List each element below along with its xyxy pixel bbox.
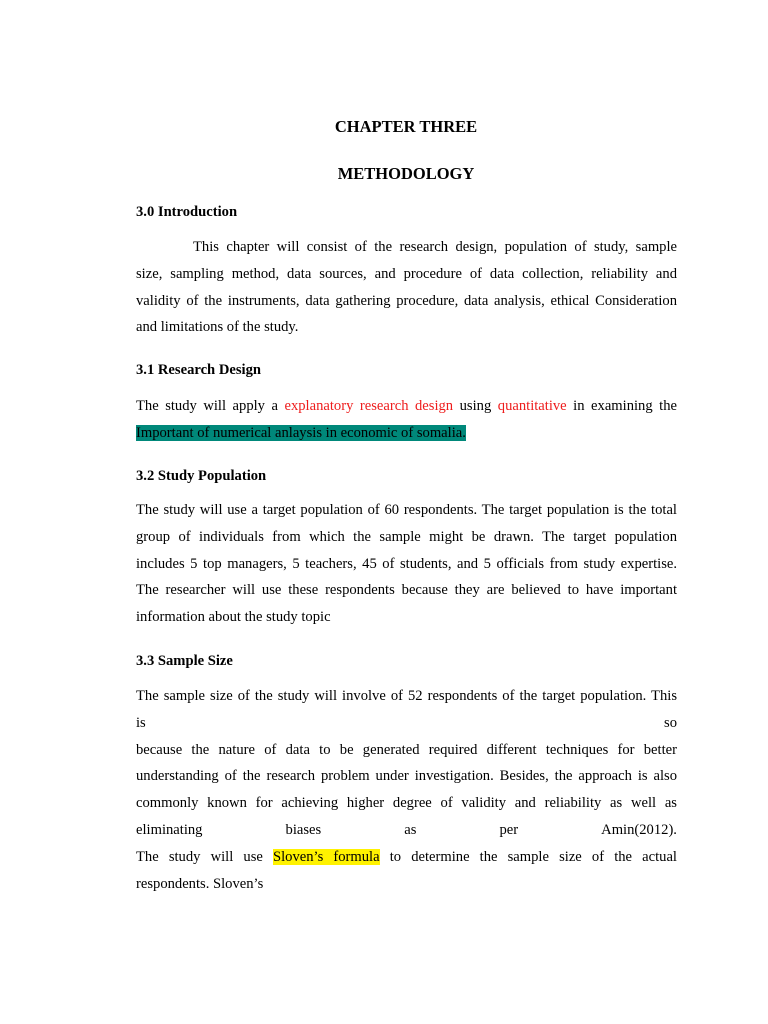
text-line: respondents. Sloven’s xyxy=(136,875,264,892)
text-word: per xyxy=(499,821,519,838)
text-segment: to determine the sample size of the actual xyxy=(379,848,677,865)
text-line xyxy=(136,420,677,447)
text-segment: The study will apply a xyxy=(136,398,285,414)
section-heading-study-population: 3.2 Study Population xyxy=(136,468,267,484)
text-word: as xyxy=(404,821,417,838)
text-line: size, sampling method, data sources, and procedure of data collection, reliability and xyxy=(136,265,677,282)
paragraph-study-population xyxy=(136,497,677,631)
text-line-content: This chapter will consist of the research design, population of study, sample xyxy=(193,239,677,255)
paragraph-sample-size xyxy=(136,683,677,897)
text-word: is xyxy=(136,714,146,731)
section-heading-sample-size: 3.3 Sample Size xyxy=(136,653,233,669)
paragraph-research-design xyxy=(136,393,677,447)
text-segment: using xyxy=(453,398,498,414)
text-word: Amin(2012). xyxy=(601,821,677,838)
text-line: information about the study topic xyxy=(136,609,331,626)
text-segment: in examining the xyxy=(566,398,677,414)
text-line xyxy=(136,844,677,871)
text-word: so xyxy=(664,714,677,731)
text-line xyxy=(136,234,677,261)
text-line: group of individuals from which the sample might be drawn. The target population xyxy=(136,528,677,545)
text-line: understanding of the research problem under investigation. Besides, the approach is also xyxy=(136,768,677,785)
text-line: commonly known for achieving higher degree of validity and reliability as well as xyxy=(136,795,677,812)
text-word: biases xyxy=(285,821,322,838)
highlighted-term-red: explanatory research design xyxy=(284,398,454,414)
paragraph-introduction xyxy=(136,234,677,341)
text-word: eliminating xyxy=(136,821,203,838)
text-segment: The study will use xyxy=(136,848,273,865)
text-line: validity of the instruments, data gathering procedure, data analysis, ethical Consideration xyxy=(136,292,677,309)
text-line: The sample size of the study will involve of 52 respondents of the target population. This xyxy=(136,688,677,704)
highlighted-term-yellow: Sloven’s formula xyxy=(272,848,380,865)
section-heading-introduction: 3.0 Introduction xyxy=(136,204,238,220)
text-line: The study will use a target population of 60 respondents. The target population is the total xyxy=(136,502,677,518)
text-line xyxy=(136,817,677,844)
text-line: includes 5 top managers, 5 teachers, 45 of students, and 5 officials from study expertise. xyxy=(136,555,677,572)
chapter-number-title: CHAPTER THREE xyxy=(334,117,478,136)
highlighted-term-red: quantitative xyxy=(497,398,567,414)
text-line: The researcher will use these respondents because they are believed to have important xyxy=(136,582,677,599)
text-line xyxy=(136,710,677,737)
highlighted-text-teal: Important of numerical anlaysis in economic of somalia. xyxy=(136,424,466,441)
chapter-title: METHODOLOGY xyxy=(337,164,475,183)
text-line: because the nature of data to be generated required different techniques for better xyxy=(136,741,677,758)
text-line: and limitations of the study. xyxy=(136,319,299,336)
section-heading-research-design: 3.1 Research Design xyxy=(136,362,261,378)
text-line xyxy=(136,393,677,420)
